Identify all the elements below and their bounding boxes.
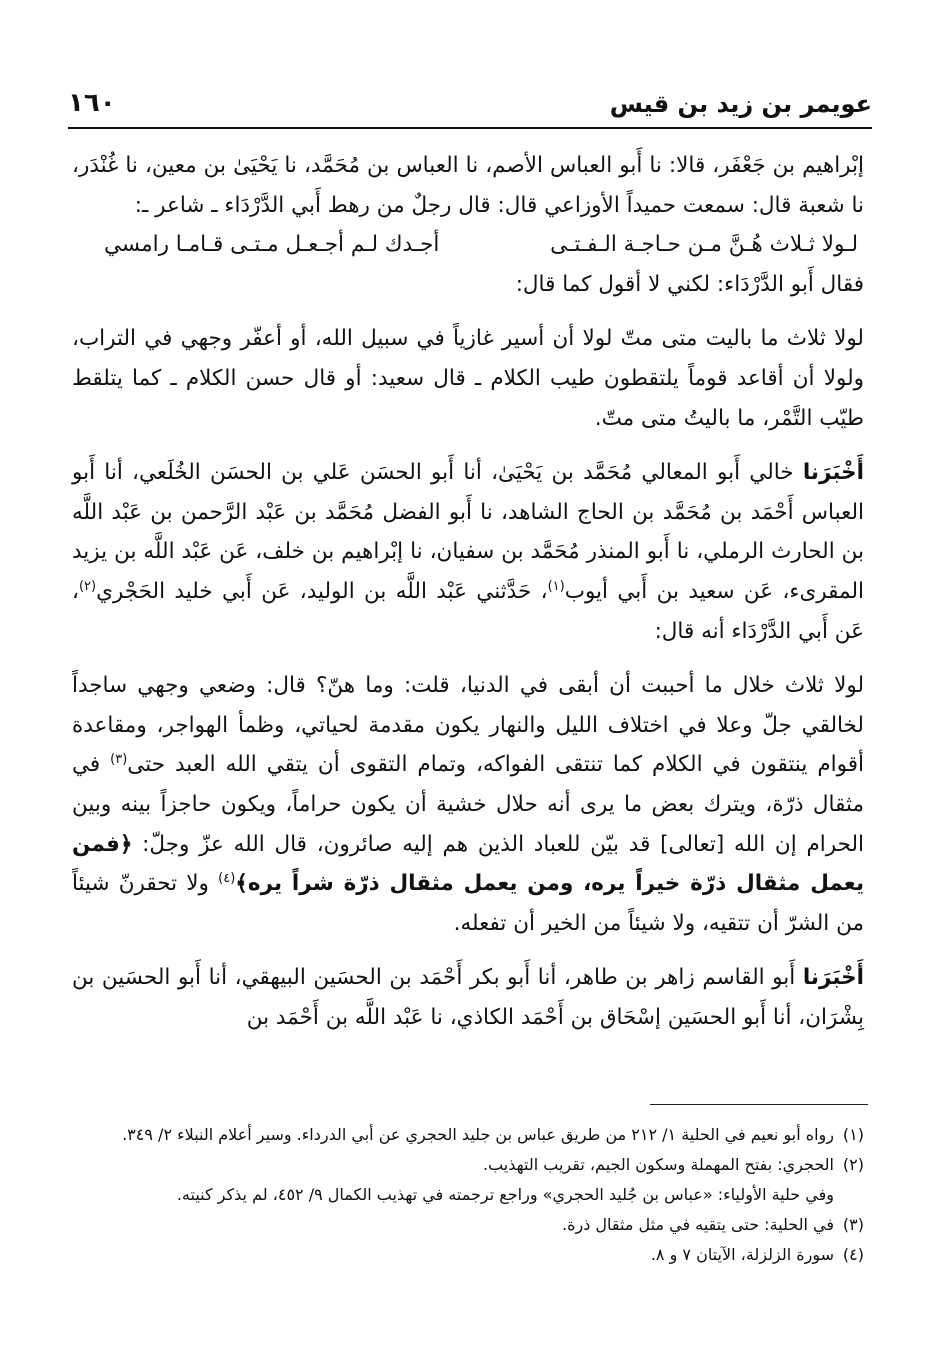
isnad-2-text-c: ، عَن أَبي الدَّرْدَاء أنه قال: [72,578,864,644]
footnote-ref-1[interactable]: (١) [547,578,565,594]
running-header [68,88,872,124]
footnote-text: رواه أبو نعيم في الحلية ١/ ٢١٢ من طريق عباس بن جليد الحجري عن أبي الدرداء. وسير أعلام النبلاء ٢/ ٣٤٩. [122,1125,834,1144]
isnad-2-text-a: خالي أَبو المعالي مُحَمَّد بن يَحْيَىٰ، أنا أَبو الحسَن عَلي بن الحسَن الخُلَعي، أنا أَبو العباس أَحْمَد بن مُحَمَّد بن الحاج الشاهد، نا أَبو الفضل مُحَمَّد بن عَبْد الرَّحمن بن عَبْد اللَّه بن الحارث الرملي، نا أَبو المنذر مُحَمَّد بن سفيان، نا إبْراهيم بن خلف، عَن عَبْد اللَّه بن يزيد المقرىء، عَن سعيد بن أَبي أيوب [72,460,864,604]
paragraph-gap [72,943,864,958]
footnote-text: سورة الزلزلة، الآيتان ٧ و ٨. [650,1245,834,1264]
saying-2-text-a: لولا ثلاث خلال ما أحببت أن أبقى في الدنيا، قلت: وما هنّ؟ قال: وضعي وجهي ساجداً لخالقي جلّ وعلا في اختلاف الليل والنهار يكون مقدمة لحياتي، وظمأ الهواجر، ومقاعدة أقوام ينتقون في الكلام كما تنتقى الفواكه، وتمام التقوى أن يتقي الله العبد حتى [72,673,864,778]
paragraph-saying-2 [72,666,864,943]
footnote-ref-4[interactable]: (٤) [218,870,236,886]
footnote-1 [72,1120,864,1150]
footnote-4 [72,1240,864,1270]
paragraph-gap [72,438,864,453]
verse-first-hemistich: لـولا ثـلاث هُـنَّ مـن حـاجـة الـفـتـى [550,232,858,258]
paragraph-saying-1: لولا ثلاث ما باليت متى متّ لولا أن أسير غازياً في سبيل الله، أو أعفّر وجهي في التراب، ولولا أن أقاعد قوماً يلتقطون طيب الكلام ـ قال سعيد: أو قال حسن الكلام ـ كما يتلقط طيّب التَّمْر، ما باليتُ متى متّ. [72,326,864,431]
footnote-number: (٤) [842,1245,864,1264]
footnote-number: (٢) [842,1155,864,1174]
footnote-text: الحجري: بفتح المهملة وسكون الجيم، تقريب التهذيب. [483,1155,834,1174]
akhbarana-lead-word: أَخْبَرَنا [802,965,864,991]
footnotes [72,1120,864,1270]
paragraph-isnad-1: إبْراهيم بن جَعْفَر، قالا: نا أَبو العباس الأصم، نا العباس بن مُحَمَّد، نا يَحْيَىٰ بن معين، نا غُنْدَر، نا شعبة قال: سمعت حميداً الأوزاعي قال: قال رجلٌ من رهط أَبي الدَّرْدَاء ـ شاعر ـ: [72,153,864,218]
isnad-2-text-b: ، حَدَّثني عَبْد اللَّه بن الوليد، عَن أَبي خليد الحَجْري [96,578,548,604]
saying-2-text-b: في مثقال ذرّة، ويترك بعض ما يرى أنه حلال خشية أن يكون حراماً، ويكون حاجزاً بينه وبين الحرام إن الله [تعالى] قد بيّن للعباد الذين هم إليه صائرون، قال الله عزّ وجلّ: [72,752,864,857]
footnote-2-continuation [72,1180,864,1210]
header-rule [68,127,872,129]
isnad-3-text: أَبو القاسم زاهر بن طاهر، أنا أَبو بكر أَحْمَد بن الحسَين البيهقي، أنا أَبو الحسَين بن بِشْرَان، أنا أَبو الحسَين إسْحَاق بن أَحْمَد الكاذي، نا عَبْد اللَّه بن أَحْمَد بن [72,965,864,1030]
paragraph-gap [72,304,864,319]
saying-2-text-c: ولا تحقرنّ شيئاً من الشرّ أن تتقيه، ولا شيئاً من الخير أن تفعله. [72,871,864,936]
paragraph-gap [72,651,864,666]
quran-quote: ﴿فمن يعمل مثقال ذرّة خيراً يره، ومن يعمل مثقال ذرّة شراً يره﴾ [72,831,865,897]
footnote-ref-3[interactable]: (٣) [110,752,128,768]
paragraph-abu-darda-reply: فقال أَبو الدَّرْدَاء: لكني لا أقول كما قال: [515,271,864,297]
akhbarana-lead-word: أَخْبَرَنا [802,460,864,486]
footnote-number: (١) [842,1125,864,1144]
page-number: ١٦٠ [68,88,116,118]
paragraph-isnad-3 [72,958,864,1037]
paragraph-isnad-2 [72,453,864,651]
footnote-text: وفي حلية الأولياء: «عباس بن جُليد الحجري» وراجع ترجمته في تهذيب الكمال ٩/ ٤٥٢، لم يذكر كنيته. [176,1185,834,1204]
poem-verse [72,225,864,265]
footnote-ref-2[interactable]: (٢) [78,578,97,594]
footnote-separator [650,1104,868,1105]
running-title: عويمر بن زيد بن قيس [609,90,872,118]
footnote-number: (٣) [842,1215,864,1234]
footnote-3 [72,1210,864,1240]
main-text [72,146,864,1037]
footnote-text: في الحلية: حتى يتقيه في مثل مثقال ذرة. [562,1215,834,1234]
footnote-2 [72,1150,864,1180]
verse-second-hemistich: أجـدك لـم أجـعـل مـتـى قـامـا رامسي [104,232,440,258]
